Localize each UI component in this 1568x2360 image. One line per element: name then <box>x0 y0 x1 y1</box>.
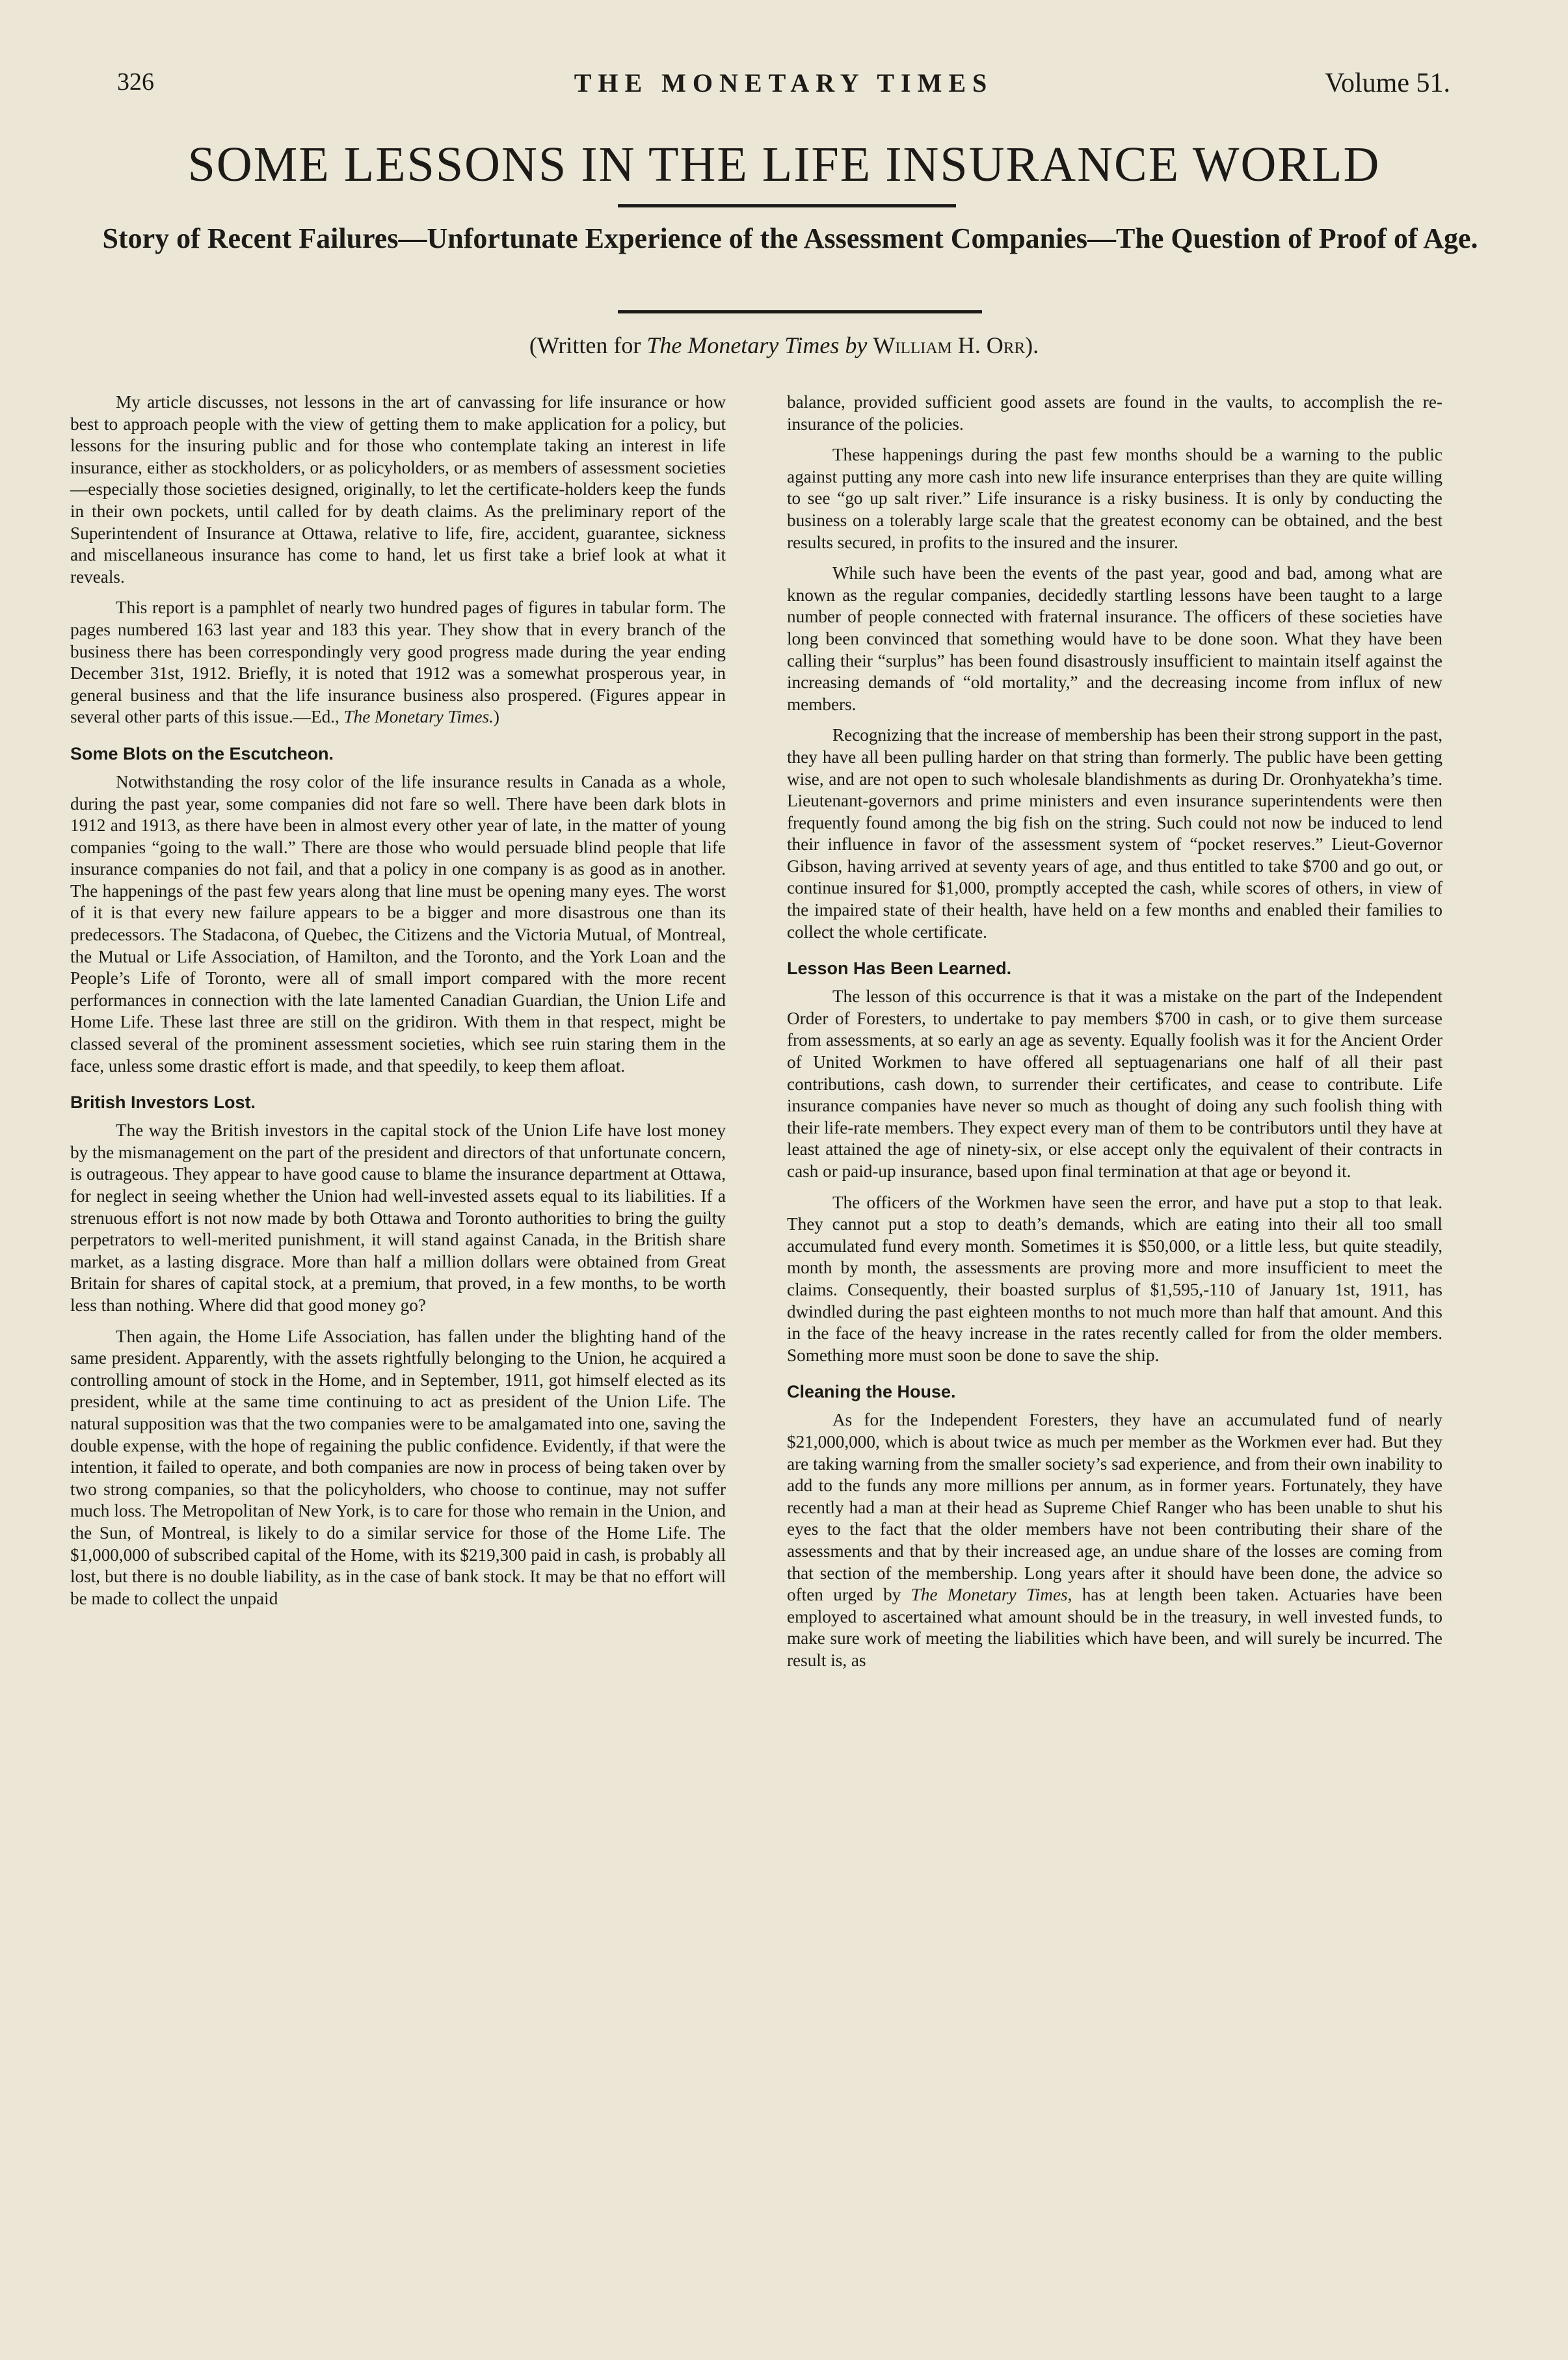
article-headline: SOME LESSONS IN THE LIFE INSURANCE WORLD <box>187 137 1381 192</box>
paragraph: While such have been the events of the past year, good and bad, among what are known as the regular companies, decidedly startling lessons have been taught to a large number of people connected with fraternal insurance. The officers of these societies have long been convinced that something would have to be done soon. What they have been calling their “surplus” has been found disastrously insufficient to maintain itself against the increasing demands of “old mortality,” and the decreasing income from influx of new members. <box>787 563 1442 714</box>
right-column <box>787 391 1442 1680</box>
paragraph: My article discusses, not lessons in the art of canvassing for life insurance or how best to approach people with the view of getting them to make application for a policy, but lessons for the insuring public and for those who contemplate taking an interest in life insurance, either as stockholders, or as policyholders, or as members of assessment societies—especially those societies designed, originally, to let the certificate-holders keep the funds in their own pockets, until called for by death claims. As the preliminary report of the Superintendent of Insurance at Ottawa, relative to life, fire, accident, guarantee, sickness and miscellaneous insurance has come to hand, let us first take a brief look at what it reveals. <box>70 392 726 587</box>
paragraph-text: This report is a pamphlet of nearly two hundred pages of figures in tabular form. The pages numbered 163 last year and 183 this year. They show that in every branch of the business there has been correspondingly very good progress made during the year ending December 31st, 1912. Briefly, it is noted that 1912 was a somewhat prosperous year, in general business and that the life insurance business also prospered. (Figures appear in several other parts of this issue.—Ed., <box>70 598 726 727</box>
paragraph <box>70 597 726 728</box>
publication-ref: The Monetary Times. <box>343 707 494 727</box>
byline <box>98 332 1470 359</box>
paragraph-end: has at length been taken. Actuaries have been employed to ascertained what amount should be in the treasury, in well invested funds, to make sure work of meeting the liabilities which have been, and will surely be incurred. The result is, as <box>787 1585 1443 1670</box>
paragraph: The lesson of this occurrence is that it was a mistake on the part of the Independent Order of Foresters, to undertake to pay members $700 in cash, or to give them surcease from assessments, at so early an age as seventy. Equally foolish was it for the Ancient Order of United Workmen to have offered all septuagenarians one half of all their past contributions, cash down, to surrender their certificates, and cease to contribute. Life insurance companies have never so much as thought of doing any such foolish thing with their life-rate members. They expect every man of them to be contributors until they have at least attained the age of ninety-six, or else accept only the equivalent of their contracts in cash or paid-up insurance, based upon final termination at that age or beyond it. <box>787 987 1442 1181</box>
section-heading: Some Blots on the Escutcheon. <box>70 743 334 763</box>
headline-rule <box>618 204 956 207</box>
paragraph <box>787 1409 1442 1671</box>
paragraph-text: As for the Independent Foresters, they have an accumulated fund of nearly $21,000,000, which is about twice as much per member as the Workmen ever had. But they are taking warning from the smaller society’s sad experience, and from their own inability to add to the funds any more millions per annum, as in former years. Fortunately, they have recently had a man at their head as Supreme Chief Ranger who has been unable to shut his eyes to the fact that the older members have not been contributing their share of the assessments and that by their increased age, an undue share of the losses are coming from that section of the membership. Long years after it should have been done, the advice so often urged by <box>787 1410 1442 1605</box>
running-header <box>117 68 1450 107</box>
section-heading: British Investors Lost. <box>70 1093 256 1113</box>
byline-open: (Written for <box>529 332 641 358</box>
subhead-rule <box>618 310 982 313</box>
paragraph: Then again, the Home Life Association, has fallen under the blighting hand of the same president. Apparently, with the assets rightfully belonging to the Union, he acquired a controlling amount of stock in the Home, and in September, 1911, got himself elected as its president, while at the same time continuing to act as president of the Union Life. The natural supposition was that the two companies were to be amalgamated into one, saving the double expense, with the hope of regaining the public confidence. Evidently, if that were the intention, it failed to operate, and both companies are now in process of being taken over by two strong companies, so that the policyholders, who choose to continue, may not suffer much loss. The Metropolitan of New York, is to care for those who remain in the Union, and the Sun, of Montreal, is likely to do a similar service for those of the Home Life. The $1,000,000 of subscribed capital of the Home, with its $219,300 paid in cash, is probably all lost, but there is no double liability, as in the case of bank stock. It may be that no effort will be made to collect the unpaid <box>70 1326 726 1608</box>
masthead: THE MONETARY TIMES <box>574 68 994 98</box>
paragraph: The way the British investors in the capital stock of the Union Life have lost money by the mismanagement on the part of the president and directors of that unfortunate concern, is outrageous. They appear to have good cause to blame the insurance department at Ottawa, for neglect in seeing whether the Union had well-invested assets equal to its liabilities. If a strenuous effort is not now made by both Ottawa and Toronto authorities to bring the guilty perpetrators to well-merited punishment, it will stand against Canada, in the British share market, as a lasting disgrace. More than half a million dollars were obtained from Great Britain for shares of capital stock, at a premium, that proved, in a few months, to be worth less than nothing. Where did that good money go? <box>70 1120 726 1315</box>
paragraph: These happenings during the past few months should be a warning to the public against putting any more cash into new life insurance enterprises than they are quite willing to see “go up salt river.” Life insurance is a risky business. It is only by conducting the business on a tolerably large scale that the greatest economy can be obtained, and the best results secured, in profits to the insured and the insurer. <box>787 445 1442 552</box>
page-number: 326 <box>117 68 154 96</box>
publication-ref: The Monetary Times, <box>910 1585 1072 1605</box>
article-subhead: Story of Recent Failures—Unfortunate Experience of the Assessment Companies—The Question of Proof of Age. <box>102 222 1478 254</box>
byline-by: by <box>845 332 868 358</box>
section-heading: Cleaning the House. <box>787 1382 956 1402</box>
byline-author: William H. Orr <box>873 332 1026 358</box>
left-column <box>70 391 726 1619</box>
paragraph: Recognizing that the increase of membership has been their strong support in the past, they have all been pulling harder on that string than formerly. The public have been getting wise, and are not open to such wholesale blandishments as during Dr. Oronhyatekha’s time. Lieutenant-governors and prime ministers and even insurance superintendents were then frequently found among the big fish on the string. Such could not now be induced to lend their influence in favor of the assessment system of “pocket reserves.” Lieut-Governor Gibson, having arrived at seventy years of age, and thus entitled to take $700 and go out, or continue insured for $1,000, promptly accepted the cash, while scores of others, in view of the impaired state of their health, have held on a few months and enabled their families to collect the whole certificate. <box>787 725 1442 942</box>
byline-close: ). <box>1025 332 1039 358</box>
volume-label: Volume 51. <box>1325 68 1450 98</box>
paragraph: Notwithstanding the rosy color of the life insurance results in Canada as a whole, during the past year, some companies did not fare so well. There have been dark blots in 1912 and 1913, as there have been in almost every other year of late, in the matter of young companies “going to the wall.” There are those who would persuade blind people that life insurance companies do not fail, and that a policy in one company is as good as in another. The happenings of the past few years along that line must be opening many eyes. The worst of it is that every new failure appears to be a bigger and more disastrous one than its predecessors. The Stadacona, of Quebec, the Citizens and the Victoria Mutual, of Montreal, the Mutual or Life Association, of Hamilton, and the Toronto, and the York Loan and the People’s Life of Toronto, were all of small import compared with the more recent performances in connection with the late lamented Canadian Guardian, the Union Life and Home Life. These last three are still on the gridiron. With them in that respect, might be classed several of the prominent assessment societies, which see ruin staring them in the face, unless some drastic effort is made, and that speedily, to keep them afloat. <box>70 771 726 1076</box>
paragraph: The officers of the Workmen have seen the error, and have put a stop to that leak. They cannot put a stop to death’s demands, which are eating into their all too small accumulated fund every month. Sometimes it is $50,000, or a little less, but quite steadily, month by month, the assessments are proving more and more insufficient to meet the claims. Consequently, their boasted surplus of $1,595,-110 of January 1st, 1911, has dwindled during the past eighteen months to not much more than half that amount. And this in the face of the heavy increase in the rates recently called for from the older members. Something more must soon be done to save the ship. <box>787 1192 1442 1365</box>
byline-publication: The Monetary Times <box>646 332 840 358</box>
paragraph: balance, provided sufficient good assets are found in the vaults, to accomplish the re-insurance of the policies. <box>787 392 1442 434</box>
paragraph-end: ) <box>493 707 499 727</box>
section-heading: Lesson Has Been Learned. <box>787 959 1012 979</box>
